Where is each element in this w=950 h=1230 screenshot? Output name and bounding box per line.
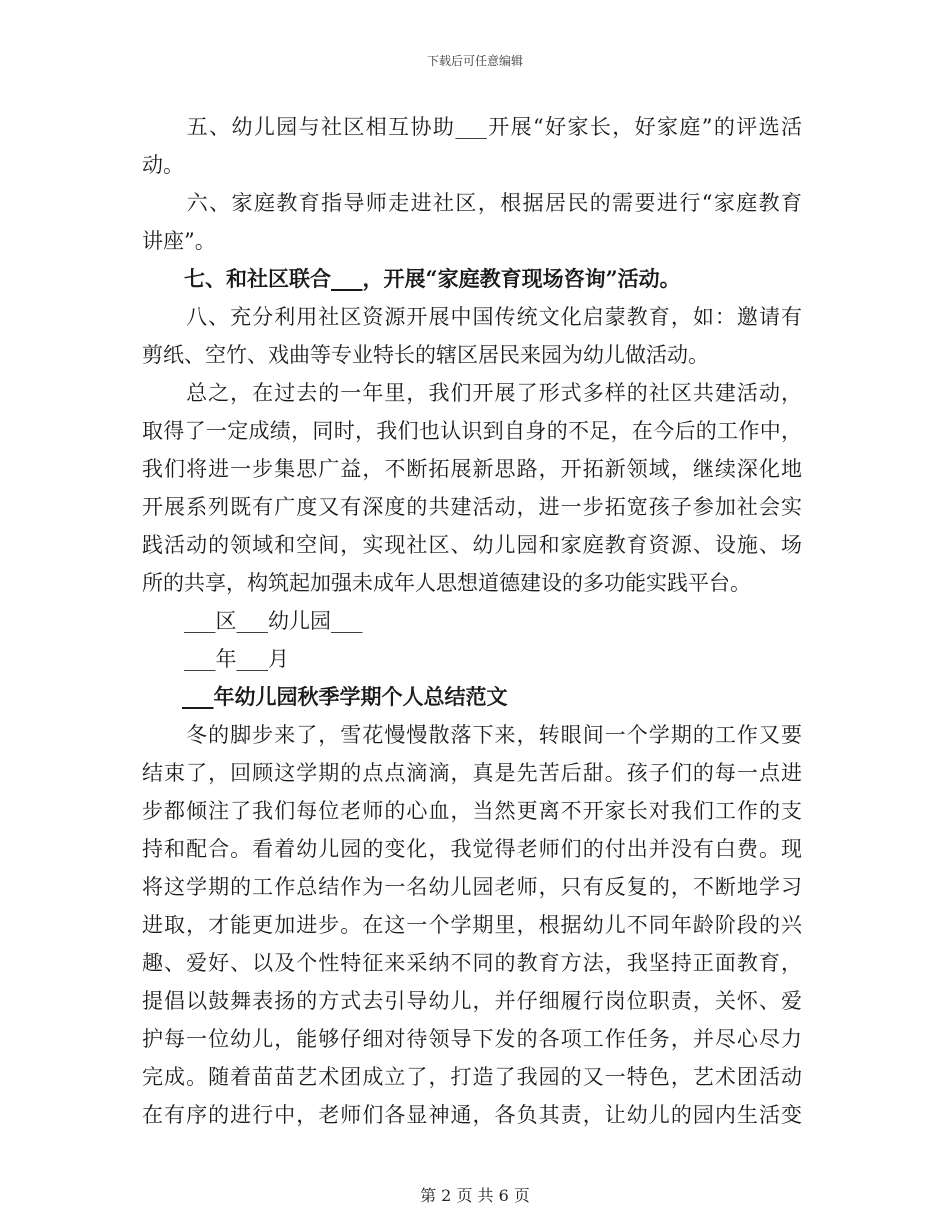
text-line: 步都倾注了我们每位老师的心血，当然更离不开家长对我们工作的支 — [142, 799, 802, 823]
text-line: 五、幼儿园与社区相互协助___开展“好家长，好家庭”的评选活 — [142, 115, 802, 139]
text-line: 进取，才能更加进步。在这一个学期里，根据幼儿不同年龄阶段的兴 — [142, 913, 802, 937]
text-line: 在有序的进行中，老师们各显神通，各负其责，让幼儿的园内生活变 — [142, 1103, 802, 1127]
text-line: 我们将进一步集思广益，不断拓展新思路，开拓新领域，继续深化地 — [142, 457, 802, 481]
text-line: 提倡以鼓舞表扬的方式去引导幼儿，并仔细履行岗位职责，关怀、爱 — [142, 989, 802, 1013]
page-header: 下载后可任意编辑 — [426, 54, 523, 68]
text-line: 持和配合。看着幼儿园的变化，我觉得老师们的付出并没有白费。现 — [142, 837, 802, 861]
text-line: 护每一位幼儿，能够仔细对待领导下发的各项工作任务，并尽心尽力 — [142, 1027, 802, 1051]
text-line: 八、充分利用社区资源开展中国传统文化启蒙教育，如：邀请有 — [142, 305, 802, 329]
text-line: 剪纸、空竹、戏曲等专业特长的辖区居民来园为幼儿做活动。 — [142, 343, 709, 367]
text-line: 将这学期的工作总结作为一名幼儿园老师，只有反复的，不断地学习 — [142, 875, 802, 899]
text-line: ___年___月 — [142, 647, 289, 671]
text-line: 趣、爱好、以及个性特征来采纳不同的教育方法，我坚持正面教育， — [142, 951, 802, 975]
document-body — [142, 108, 802, 1134]
section-title: ___年幼儿园秋季学期个人总结范文 — [182, 684, 508, 709]
text-line: 总之，在过去的一年里，我们开展了形式多样的社区共建活动， — [142, 381, 802, 405]
page-footer: 第 2 页 共 6 页 — [420, 1186, 530, 1205]
text-line: 讲座”。 — [142, 229, 216, 253]
text-line: ___区___幼儿园___ — [142, 609, 363, 633]
text-line: 开展系列既有广度又有深度的共建活动，进一步拓宽孩子参加社会实 — [142, 495, 802, 519]
text-line: 冬的脚步来了，雪花慢慢散落下来，转眼间一个学期的工作又要 — [142, 723, 802, 747]
text-line: 动。 — [142, 153, 184, 177]
text-line: 六、家庭教育指导师走进社区，根据居民的需要进行“家庭教育 — [142, 191, 802, 215]
text-line: 结束了，回顾这学期的点点滴滴，真是先苦后甜。孩子们的每一点进 — [142, 761, 802, 785]
text-line: 取得了一定成绩，同时，我们也认识到自身的不足，在今后的工作中， — [142, 419, 802, 443]
text-line: 践活动的领域和空间，实现社区、幼儿园和家庭教育资源、设施、场 — [142, 533, 802, 557]
text-line: 七、和社区联合___，开展“家庭教育现场咨询”活动。 — [142, 266, 681, 291]
text-line: 完成。随着苗苗艺术团成立了，打造了我园的又一特色，艺术团活动 — [142, 1065, 802, 1089]
text-line: 所的共享，构筑起加强未成年人思想道德建设的多功能实践平台。 — [142, 571, 751, 595]
